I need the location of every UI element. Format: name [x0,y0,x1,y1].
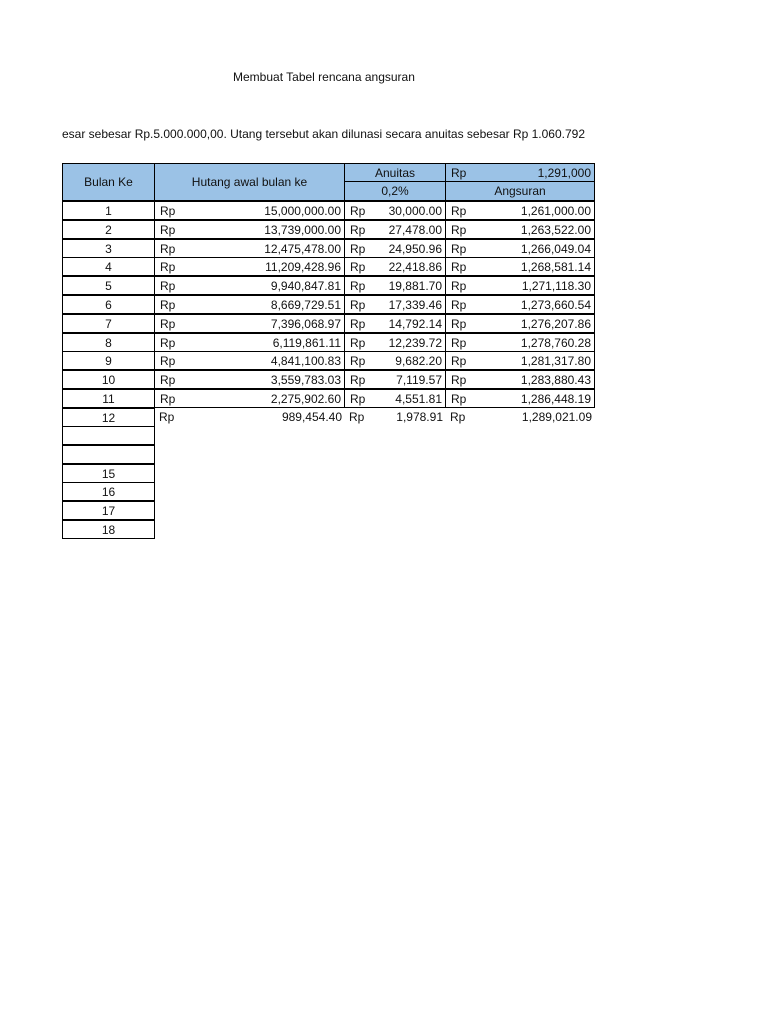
bunga-value: 1,978.91 [396,410,443,424]
angsuran-value: 1,271,118.30 [521,279,591,293]
currency-label: Rp [350,317,366,331]
angsuran-value: 1,281,317.80 [520,354,591,368]
month-cell [62,445,155,464]
currency-label: Rp [350,279,366,293]
hutang-value: 9,940,847.81 [270,279,341,293]
header-anuitas-value-cell [445,163,595,182]
angsuran-value: 1,263,522.00 [520,223,591,237]
currency-label: Rp [350,242,366,256]
currency-label: Rp [160,317,176,331]
header-rate: 0,2% [344,181,446,201]
hutang-cell [154,201,345,220]
angsuran-cell [445,257,595,276]
currency-label: Rp [350,392,366,406]
month-cell: 16 [62,482,155,501]
currency-label: Rp [160,336,176,350]
angsuran-value: 1,278,760.28 [520,336,591,350]
currency-label: Rp [350,336,366,350]
bunga-value: 27,478.00 [388,223,442,237]
month-cell: 6 [62,295,155,314]
bunga-cell [344,333,446,352]
currency-label: Rp [160,354,176,368]
hutang-value: 11,209,428.96 [265,260,341,274]
hutang-value: 12,475,478.00 [264,242,341,256]
hutang-value: 15,000,000.00 [264,204,341,218]
month-cell: 7 [62,314,155,333]
currency-label: Rp [350,204,366,218]
hutang-value: 989,454.40 [281,410,342,424]
currency-label: Rp [350,223,366,237]
currency-label: Rp [350,298,366,312]
hutang-cell [154,351,345,370]
angsuran-cell [445,333,595,352]
currency-label: Rp [160,242,176,256]
angsuran-value: 1,276,207.86 [520,317,591,331]
angsuran-cell [445,314,595,333]
angsuran-cell [445,351,595,370]
bunga-value: 17,339.46 [388,298,442,312]
currency-label: Rp [159,410,175,424]
hutang-cell [154,389,345,408]
bunga-value: 19,881.70 [388,279,442,293]
currency-label: Rp [451,279,467,293]
page-title: Membuat Tabel rencana angsuran [233,70,415,84]
hutang-value: 2,275,902.60 [270,392,341,406]
month-cell: 4 [62,257,155,276]
currency-label: Rp [451,242,467,256]
currency-label: Rp [160,298,176,312]
bunga-cell [344,389,446,408]
hutang-cell [154,295,345,314]
currency-label: Rp [451,204,467,218]
bunga-value: 24,950.96 [388,242,442,256]
hutang-value: 4,841,100.83 [270,354,341,368]
header-anuitas: Anuitas [344,163,446,182]
angsuran-cell [445,276,595,295]
bunga-value: 22,418.86 [388,260,442,274]
hutang-value: 6,119,861.11 [272,336,341,350]
month-cell: 15 [62,464,155,483]
angsuran-cell [445,408,595,427]
hutang-value: 3,559,783.03 [270,373,341,387]
month-cell: 10 [62,370,155,389]
bunga-cell [344,201,446,220]
currency-label: Rp [451,373,467,387]
bunga-cell [344,408,446,427]
bunga-value: 30,000.00 [388,204,442,218]
header-hutang-awal: Hutang awal bulan ke [154,163,345,201]
currency-label: Rp [451,298,467,312]
angsuran-cell [445,239,595,258]
anuitas-value: 1,291,000 [537,166,591,180]
hutang-cell [154,370,345,389]
bunga-cell [344,239,446,258]
bunga-cell [344,276,446,295]
month-cell: 12 [62,408,155,427]
angsuran-value: 1,283,880.43 [520,373,591,387]
currency-label: Rp [450,410,466,424]
currency-label: Rp [350,354,366,368]
month-cell: 17 [62,501,155,520]
anuitas-rp-label: Rp [451,166,467,180]
hutang-cell [154,408,345,427]
angsuran-value: 1,273,660.54 [520,298,591,312]
currency-label: Rp [160,223,176,237]
month-cell: 11 [62,389,155,408]
month-cell: 18 [62,520,155,539]
angsuran-cell [445,220,595,239]
month-cell: 9 [62,351,155,370]
hutang-cell [154,333,345,352]
angsuran-value: 1,268,581.14 [520,260,591,274]
currency-label: Rp [160,392,176,406]
currency-label: Rp [451,354,467,368]
currency-label: Rp [451,317,467,331]
currency-label: Rp [451,336,467,350]
angsuran-cell [445,201,595,220]
bunga-cell [344,314,446,333]
header-bulan-ke: Bulan Ke [62,163,155,201]
angsuran-cell [445,389,595,408]
angsuran-value: 1,266,049.04 [520,242,591,256]
currency-label: Rp [451,223,467,237]
currency-label: Rp [451,260,467,274]
month-cell [62,426,155,445]
angsuran-value: 1,286,448.19 [520,392,591,406]
angsuran-cell [445,370,595,389]
month-cell: 1 [62,201,155,220]
bunga-value: 12,239.72 [388,336,442,350]
hutang-value: 7,396,068.97 [270,317,341,331]
bunga-value: 7,119.57 [396,373,442,387]
bunga-cell [344,370,446,389]
hutang-cell [154,314,345,333]
hutang-cell [154,239,345,258]
month-cell: 5 [62,276,155,295]
bunga-cell [344,220,446,239]
hutang-cell [154,276,345,295]
bunga-value: 4,551.81 [395,392,442,406]
currency-label: Rp [160,260,176,274]
problem-description: esar sebesar Rp.5.000.000,00. Utang tersebut akan dilunasi secara anuitas sebesar Rp 1.060.792 [62,127,586,141]
currency-label: Rp [160,373,176,387]
header-angsuran: Angsuran [445,181,595,201]
currency-label: Rp [160,204,176,218]
hutang-cell [154,257,345,276]
angsuran-value: 1,289,021.09 [521,410,592,424]
currency-label: Rp [160,279,176,293]
hutang-value: 13,739,000.00 [264,223,341,237]
bunga-cell [344,351,446,370]
month-cell: 3 [62,239,155,258]
bunga-cell [344,295,446,314]
month-cell: 2 [62,220,155,239]
month-cell: 8 [62,333,155,352]
hutang-value: 8,669,729.51 [270,298,341,312]
bunga-value: 14,792.14 [388,317,442,331]
hutang-cell [154,220,345,239]
bunga-value: 9,682.20 [395,354,442,368]
currency-label: Rp [349,410,365,424]
currency-label: Rp [451,392,467,406]
angsuran-value: 1,261,000.00 [520,204,591,218]
bunga-cell [344,257,446,276]
currency-label: Rp [350,260,366,274]
currency-label: Rp [350,373,366,387]
angsuran-cell [445,295,595,314]
